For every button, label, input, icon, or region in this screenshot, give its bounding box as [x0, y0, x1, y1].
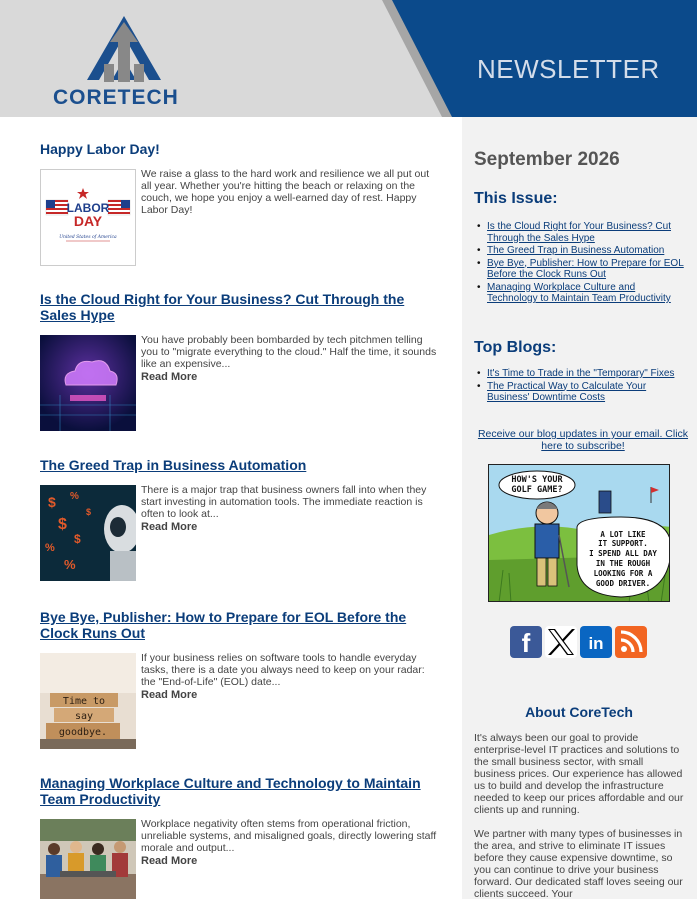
cloud-image[interactable] [40, 335, 136, 431]
svg-text:A LOT LIKE: A LOT LIKE [600, 530, 646, 539]
golf-comic-image [488, 464, 670, 602]
this-issue-list [474, 221, 684, 306]
article-4-read-more[interactable]: Read More [141, 855, 198, 867]
about-paragraph-1: It's always been our goal to provide enterprise-level IT practices and solutions to the small business sector, with small business prices. Our experience has allowed us to build and develop the infrastructure needed to keep our prices affordable and our clients up and running. [474, 732, 684, 816]
svg-text:say: say [74, 711, 94, 722]
article-3-title[interactable]: Bye Bye, Publisher: How to Prepare for EOL Before the Clock Runs Out [40, 609, 407, 641]
article-3-body: If your business relies on software tools to handle everyday tasks, there is a date you always need to keep on your radar: the "End-of-Life" (EOL) date... [141, 652, 425, 688]
x-icon[interactable] [545, 626, 577, 658]
about-heading: About CoreTech [525, 704, 633, 720]
intro-title: Happy Labor Day! [40, 141, 160, 157]
article-3-summary [141, 652, 441, 701]
svg-text:$: $ [74, 532, 81, 546]
blocks-image[interactable] [40, 653, 136, 749]
svg-text:goodbye.: goodbye. [58, 727, 108, 738]
top-blogs-list [474, 368, 684, 405]
svg-text:Time to: Time to [62, 696, 106, 707]
newsletter-header [0, 0, 697, 117]
intro-body: We raise a glass to the hard work and resilience we all put out all year. Whether you're hitting the beach or relaxing on the couch, we hope you enjoy a well-earned day of rest. Happy Labor Day! [141, 168, 430, 216]
svg-text:$: $ [86, 507, 92, 517]
logo-wordmark: CORETECH [53, 86, 179, 109]
svg-text:LOOKING FOR A: LOOKING FOR A [593, 569, 653, 578]
svg-text:United States of America: United States of America [59, 235, 117, 240]
linkedin-icon[interactable] [580, 626, 612, 658]
subscribe-link[interactable]: Receive our blog updates in your email. Click here to subscribe! [477, 428, 689, 452]
article-2-title[interactable]: The Greed Trap in Business Automation [40, 457, 307, 473]
this-issue-link[interactable]: • The Greed Trap in Business Automation [474, 245, 684, 257]
article-1-summary [141, 334, 441, 383]
top-blog-link[interactable]: • It's Time to Trade in the "Temporary" Fixes [474, 368, 684, 380]
top-blog-link[interactable]: • The Practical Way to Calculate Your Business' Downtime Costs [474, 381, 684, 404]
this-issue-link[interactable]: • Managing Workplace Culture and Technology to Maintain Team Productivity [474, 282, 684, 305]
article-2 [40, 457, 440, 473]
svg-text:%: % [45, 542, 55, 554]
about-paragraph-2: We partner with many types of businesses in the area, and strive to eliminate IT issues before they cause expensive downtime, so you can continue to drive your business forward. Our dedicated staff loves seeing our clients succeed. Your [474, 828, 683, 899]
svg-text:f: f [521, 628, 531, 658]
issue-month: September 2026 [474, 149, 620, 170]
article-4-title[interactable]: Managing Workplace Culture and Technology to Maintain Team Productivity [40, 775, 421, 807]
article-4-summary [141, 818, 441, 867]
robot-image[interactable] [40, 485, 136, 581]
svg-text:HOW'S YOUR: HOW'S YOUR [511, 475, 563, 485]
article-3-read-more[interactable]: Read More [141, 689, 198, 701]
svg-text:%: % [70, 491, 79, 502]
svg-text:in: in [588, 634, 604, 653]
svg-text:DAY: DAY [73, 213, 103, 229]
this-issue-link[interactable]: • Bye Bye, Publisher: How to Prepare for EOL Before the Clock Runs Out [474, 258, 684, 281]
article-1-body: You have probably been bombarded by tech pitchmen telling you to "migrate everything to the cloud." Half the time, it sounds like an expensive... [141, 334, 437, 370]
this-issue-heading: This Issue: [474, 190, 558, 207]
top-blogs-heading: Top Blogs: [474, 339, 557, 356]
article-2-read-more[interactable]: Read More [141, 521, 198, 533]
svg-text:$: $ [48, 494, 56, 510]
article-3 [40, 609, 440, 641]
rss-icon[interactable] [615, 626, 647, 658]
article-1-read-more[interactable]: Read More [141, 371, 198, 383]
svg-text:LABOR: LABOR [66, 201, 110, 215]
article-2-body: There is a major trap that business owners fall into when they start investing in automation tools. The immediate reaction is often to look at... [141, 484, 427, 520]
svg-text:GOLF GAME?: GOLF GAME? [511, 485, 563, 495]
svg-text:GOOD DRIVER.: GOOD DRIVER. [595, 579, 651, 588]
article-2-summary [141, 484, 441, 533]
svg-text:I SPEND ALL DAY: I SPEND ALL DAY [589, 549, 657, 558]
article-1 [40, 291, 440, 323]
svg-text:$: $ [58, 516, 67, 533]
facebook-icon[interactable] [510, 626, 542, 658]
svg-text:IN THE ROUGH: IN THE ROUGH [595, 559, 651, 568]
svg-text:%: % [64, 557, 76, 572]
labor-day-image [40, 169, 136, 266]
article-1-title[interactable]: Is the Cloud Right for Your Business? Cut Through the Sales Hype [40, 291, 405, 323]
article-4-body: Workplace negativity often stems from operational friction, unreliable systems, and misaligned goals, directly lowering staff morale and output... [141, 818, 437, 854]
team-image[interactable] [40, 819, 136, 899]
newsletter-banner-title: NEWSLETTER [477, 54, 660, 84]
intro-section [40, 141, 440, 157]
svg-text:IT SUPPORT.: IT SUPPORT. [598, 539, 648, 548]
this-issue-link[interactable]: • Is the Cloud Right for Your Business? Cut Through the Sales Hype [474, 221, 684, 244]
article-4 [40, 775, 440, 807]
